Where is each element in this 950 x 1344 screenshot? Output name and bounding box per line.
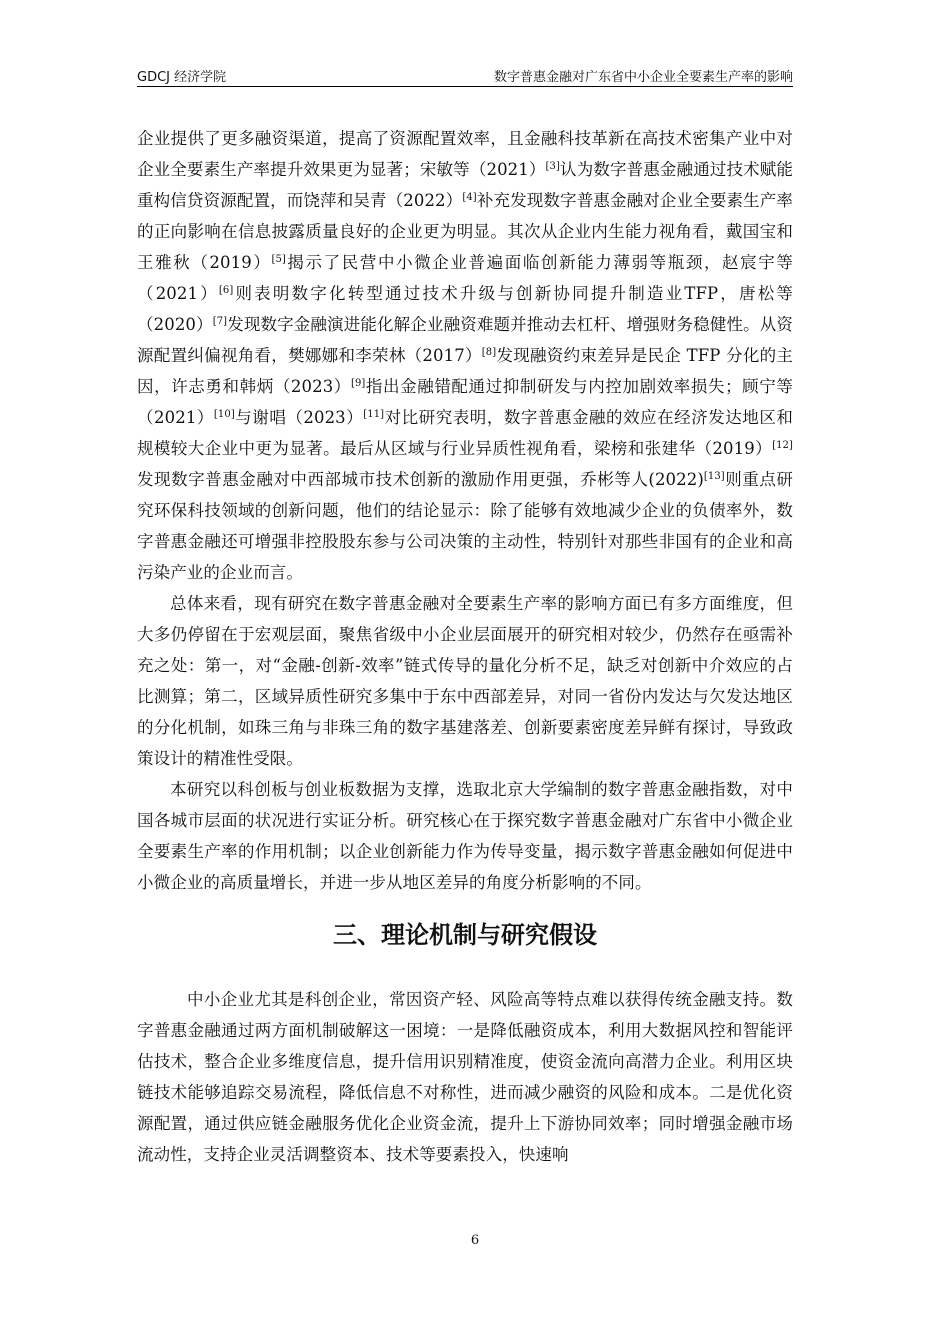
text-run: 发现数字普惠金融对中西部城市技术创新的激励作用更强，乔彬等人(2022) [137,470,704,489]
text-run: 指出金融错配通过抑制研发与内控加剧效率损失；顾宁等（2021） [137,377,793,427]
text-run: 与谢唱（2023） [234,408,364,427]
text-run: 则重点研究环保科技领域的创新问题，他们的结论显示：除了能够有效地减少企业的负债率外，数字普惠金融还可增强非控股股东参与公司决策的主动性，特别针对那些非国有的企业和高污染产业的企业而言。 [137,470,793,582]
text-run: 发现融资约束差异是民企 TFP 分化的主因，许志勇和韩炳（2023） [137,346,793,396]
citation-ref: [8] [481,347,497,358]
citation-ref: [11] [363,409,385,420]
citation-ref: [13] [703,471,725,482]
paragraph-research-design: 本研究以科创板与创业板数据为支撑，选取北京大学编制的数字普惠金融指数，对中国各城市层面的状况进行实证分析。研究核心在于探究数字普惠金融对广东省中小微企业全要素生产率的作用机制；以企业创新能力作为传导变量，揭示数字普惠金融如何促进中小微企业的高质量增长，并进一步从地区差异的角度分析影响的不同。 [137,780,793,892]
citation-ref: [5] [271,254,286,265]
text-run: 则表明数字化转型通过技术升级与创新协同提升制造业TFP，唐松等（2020） [137,284,794,334]
citation-ref: [9] [350,378,366,389]
paragraph-summary: 总体来看，现有研究在数字普惠金融对全要素生产率的影响方面已有多方面维度，但大多仍停留在于宏观层面，聚焦省级中小企业层面展开的研究相对较少，仍然存在亟需补充之处：第一，对“金融-创新-效率”链式传导的量化分析不足，缺乏对创新中介效应的占比测算；第二，区域异质性研究多集中于东中西部差异，对同一省份内发达与欠发达地区的分化机制，如珠三角与非珠三角的数字基建落差、创新要素密度差异鲜有探讨，导致政策设计的精准性受限。 [137,594,793,768]
paragraph-literature-review [137,123,793,588]
text-run: 补充发现数字普惠金融对企业全要素生产率的正向影响在信息披露质量良好的企业更为明显。其次从企业内生能力视角看，戴国宝和王雅秋（2019） [137,191,793,272]
page-body [137,123,793,1170]
citation-ref: [12] [772,440,793,451]
text-run: 对比研究表明，数字普惠金融的效应在经济发达地区和规模较大企业中更为显著。最后从区域与行业异质性视角看，梁榜和张建华（2019） [137,408,793,458]
running-header [137,66,793,87]
citation-ref: [3] [545,161,561,172]
text-run: 认为数字普惠金融通过技术赋能重构信贷资源配置，而饶萍和吴青（2022） [137,160,793,210]
page-number: 6 [470,1233,480,1248]
citation-ref: [6] [218,285,234,296]
citation-ref: [4] [462,192,477,203]
text-run: 揭示了民营中小微企业普遍面临创新能力薄弱等瓶颈，赵宸宇等（2021） [137,253,793,303]
paragraph-mechanism: 中小企业尤其是科创企业，常因资产轻、风险高等特点难以获得传统金融支持。数字普惠金融通过两方面机制破解这一困境：一是降低融资成本，利用大数据风控和智能评估技术，整合企业多维度信息，提升信用识别精准度，使资金流向高潜力企业。利用区块链技术能够追踪交易流程，降低信息不对称性，进而减少融资的风险和成本。二是优化资源配置，通过供应链金融服务优化企业资金流，提升上下游协同效率；同时增强金融市场流动性，支持企业灵活调整资本、技术等要素投入，快速响 [137,990,793,1164]
header-right: 数字普惠金融对广东省中小企业全要素生产率的影响 [493,70,793,85]
citation-ref: [10] [213,409,235,420]
text-run: 发现数字金融演进能化解企业融资难题并推动去杠杆、增强财务稳健性。从资源配置纠偏视角看，樊娜娜和李荣林（2017） [137,315,793,365]
section-title: 三、理论机制与研究假设 [333,921,597,949]
text-run: 企业提供了更多融资渠道，提高了资源配置效率，且金融科技革新在高技术密集产业中对企业全要素生产率提升效果更为显著；宋敏等（2021） [137,129,793,179]
header-left: GDCJ 经济学院 [137,70,227,85]
citation-ref: [7] [212,316,228,327]
